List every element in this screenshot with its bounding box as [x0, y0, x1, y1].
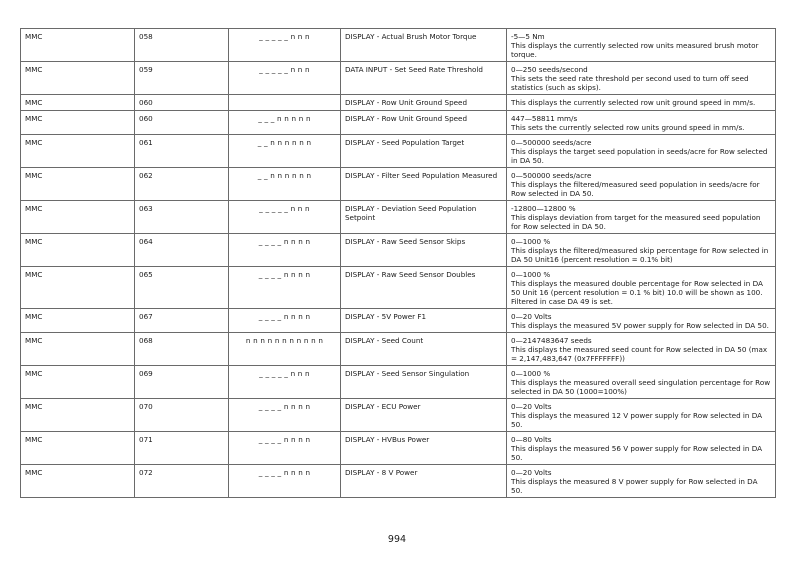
- cell-value-format: _ _ _ _ n n n n: [229, 432, 341, 465]
- cell-description: [507, 95, 776, 111]
- cell-description: [507, 309, 776, 333]
- cell-value-format: n n n n n n n n n n n: [229, 333, 341, 366]
- cell-description: [507, 62, 776, 95]
- cell-value-format: _ _ _ _ _ n n n: [229, 62, 341, 95]
- table-row: [21, 234, 776, 267]
- cell-address-code: 060: [135, 111, 229, 135]
- cell-parameter-name: DISPLAY - Row Unit Ground Speed: [341, 111, 507, 135]
- table-row: [21, 95, 776, 111]
- table-row: [21, 399, 776, 432]
- cell-value-format: _ _ _ _ n n n n: [229, 267, 341, 309]
- cell-address-code: 069: [135, 366, 229, 399]
- value-range: 0—250 seeds/second: [511, 65, 588, 74]
- cell-parameter-name: DISPLAY - Actual Brush Motor Torque: [341, 29, 507, 62]
- cell-module: MMC: [21, 111, 135, 135]
- cell-module: MMC: [21, 168, 135, 201]
- cell-parameter-name: DATA INPUT - Set Seed Rate Threshold: [341, 62, 507, 95]
- description-text: This displays the filtered/measured seed population in seeds/acre for Row selected in DA 50.: [511, 180, 760, 198]
- description-text: This displays the currently selected row units measured brush motor torque.: [511, 41, 759, 59]
- table-row: [21, 201, 776, 234]
- cell-module: MMC: [21, 29, 135, 62]
- cell-description: [507, 234, 776, 267]
- description-text: This displays the measured seed count for Row selected in DA 50 (max = 2,147,483,647 (0x7FFFFFFF)): [511, 345, 768, 363]
- value-range: 0—80 Volts: [511, 435, 552, 444]
- table-row: [21, 111, 776, 135]
- cell-module: MMC: [21, 366, 135, 399]
- cell-description: [507, 333, 776, 366]
- cell-parameter-name: DISPLAY - Seed Population Target: [341, 135, 507, 168]
- cell-address-code: 072: [135, 465, 229, 498]
- value-range: 447—58811 mm/s: [511, 114, 578, 123]
- cell-address-code: 059: [135, 62, 229, 95]
- description-text: This sets the seed rate threshold per second used to turn off seed statistics (such as skips).: [511, 74, 749, 92]
- table-row: [21, 135, 776, 168]
- value-range: 0—1000 %: [511, 270, 551, 279]
- cell-module: MMC: [21, 201, 135, 234]
- table-body: [21, 29, 776, 498]
- cell-value-format: _ _ n n n n n n: [229, 168, 341, 201]
- cell-address-code: 071: [135, 432, 229, 465]
- cell-description: [507, 432, 776, 465]
- cell-parameter-name: DISPLAY - Seed Count: [341, 333, 507, 366]
- description-text: This displays the measured 8 V power supply for Row selected in DA 50.: [511, 477, 758, 495]
- table-row: [21, 29, 776, 62]
- cell-value-format: _ _ _ _ _ n n n: [229, 366, 341, 399]
- cell-parameter-name: DISPLAY - 5V Power F1: [341, 309, 507, 333]
- cell-description: [507, 111, 776, 135]
- diagnostic-address-table: [20, 28, 776, 498]
- table-row: [21, 62, 776, 95]
- cell-address-code: 061: [135, 135, 229, 168]
- table-row: [21, 309, 776, 333]
- description-text: This displays deviation from target for the measured seed population for Row selected in DA 50.: [511, 213, 761, 231]
- cell-module: MMC: [21, 267, 135, 309]
- cell-description: [507, 168, 776, 201]
- cell-parameter-name: DISPLAY - Deviation Seed Population Setpoint: [341, 201, 507, 234]
- cell-module: MMC: [21, 95, 135, 111]
- cell-description: [507, 29, 776, 62]
- cell-address-code: 058: [135, 29, 229, 62]
- value-range: 0—20 Volts: [511, 468, 552, 477]
- description-text: This displays the currently selected row unit ground speed in mm/s.: [511, 98, 756, 107]
- cell-value-format: _ _ _ _ n n n n: [229, 465, 341, 498]
- cell-module: MMC: [21, 309, 135, 333]
- table-row: [21, 333, 776, 366]
- cell-parameter-name: DISPLAY - HVBus Power: [341, 432, 507, 465]
- value-range: 0—1000 %: [511, 237, 551, 246]
- cell-value-format: [229, 95, 341, 111]
- cell-address-code: 062: [135, 168, 229, 201]
- cell-address-code: 068: [135, 333, 229, 366]
- cell-parameter-name: DISPLAY - Raw Seed Sensor Doubles: [341, 267, 507, 309]
- description-text: This displays the measured double percentage for Row selected in DA 50 Unit 16 (percent resolution = 0.1 % bit) 10.0 will be shown as 100. Filtered in case DA 49 is set.: [511, 279, 763, 306]
- table-row: [21, 267, 776, 309]
- cell-parameter-name: DISPLAY - Seed Sensor Singulation: [341, 366, 507, 399]
- description-text: This displays the target seed population in seeds/acre for Row selected in DA 50.: [511, 147, 768, 165]
- description-text: This displays the measured 12 V power supply for Row selected in DA 50.: [511, 411, 763, 429]
- cell-description: [507, 267, 776, 309]
- cell-address-code: 064: [135, 234, 229, 267]
- cell-parameter-name: DISPLAY - Raw Seed Sensor Skips: [341, 234, 507, 267]
- description-text: This displays the filtered/measured skip percentage for Row selected in DA 50 Unit16 (percent resolution = 0.1% bit): [511, 246, 769, 264]
- description-text: This sets the currently selected row units ground speed in mm/s.: [511, 123, 745, 132]
- cell-value-format: _ _ _ _ n n n n: [229, 399, 341, 432]
- value-range: 0—20 Volts: [511, 402, 552, 411]
- cell-parameter-name: DISPLAY - Row Unit Ground Speed: [341, 95, 507, 111]
- cell-address-code: 067: [135, 309, 229, 333]
- cell-address-code: 070: [135, 399, 229, 432]
- description-text: This displays the measured 5V power supply for Row selected in DA 50.: [511, 321, 769, 330]
- description-text: This displays the measured 56 V power supply for Row selected in DA 50.: [511, 444, 763, 462]
- value-range: 0—2147483647 seeds: [511, 336, 592, 345]
- table-row: [21, 432, 776, 465]
- cell-value-format: _ _ _ _ n n n n: [229, 309, 341, 333]
- cell-module: MMC: [21, 465, 135, 498]
- page-number: 994: [387, 534, 407, 545]
- cell-description: [507, 135, 776, 168]
- cell-description: [507, 465, 776, 498]
- cell-module: MMC: [21, 432, 135, 465]
- cell-description: [507, 366, 776, 399]
- value-range: 0—20 Volts: [511, 312, 552, 321]
- table-row: [21, 168, 776, 201]
- cell-parameter-name: DISPLAY - 8 V Power: [341, 465, 507, 498]
- table-row: [21, 366, 776, 399]
- value-range: -12800—12800 %: [511, 204, 576, 213]
- cell-address-code: 065: [135, 267, 229, 309]
- description-text: This displays the measured overall seed singulation percentage for Row selected in DA 50 (1000=100%): [511, 378, 771, 396]
- value-range: 0—1000 %: [511, 369, 551, 378]
- cell-parameter-name: DISPLAY - ECU Power: [341, 399, 507, 432]
- cell-parameter-name: DISPLAY - Filter Seed Population Measured: [341, 168, 507, 201]
- cell-value-format: _ _ _ n n n n n: [229, 111, 341, 135]
- cell-description: [507, 201, 776, 234]
- cell-value-format: _ _ _ _ _ n n n: [229, 29, 341, 62]
- value-range: -5—5 Nm: [511, 32, 545, 41]
- value-range: 0—500000 seeds/acre: [511, 138, 592, 147]
- cell-module: MMC: [21, 62, 135, 95]
- cell-module: MMC: [21, 135, 135, 168]
- value-range: 0—500000 seeds/acre: [511, 171, 592, 180]
- cell-value-format: _ _ n n n n n n: [229, 135, 341, 168]
- cell-address-code: 060: [135, 95, 229, 111]
- cell-address-code: 063: [135, 201, 229, 234]
- cell-module: MMC: [21, 399, 135, 432]
- table-row: [21, 465, 776, 498]
- cell-description: [507, 399, 776, 432]
- cell-value-format: _ _ _ _ _ n n n: [229, 201, 341, 234]
- cell-value-format: _ _ _ _ n n n n: [229, 234, 341, 267]
- cell-module: MMC: [21, 234, 135, 267]
- cell-module: MMC: [21, 333, 135, 366]
